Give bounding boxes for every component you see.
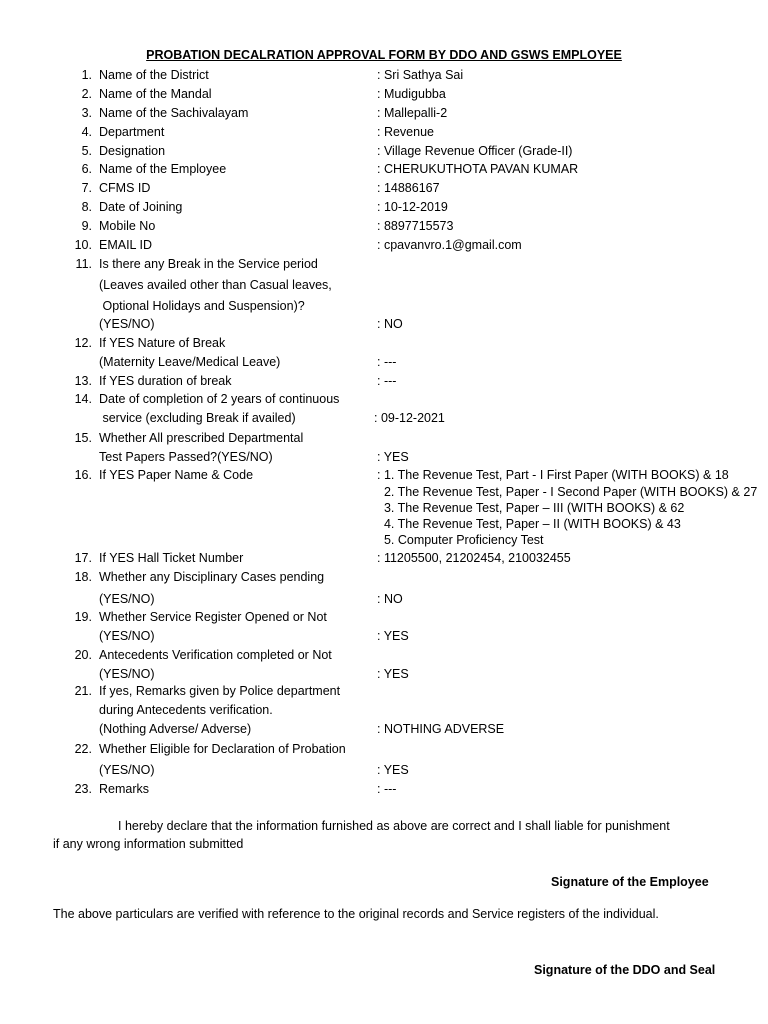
item-number: 1. bbox=[81, 68, 92, 82]
item-label: (YES/NO) bbox=[99, 592, 155, 606]
item-number: 15. bbox=[74, 431, 92, 445]
item-number: 11. bbox=[75, 257, 92, 271]
item-label: Whether Service Register Opened or Not bbox=[99, 610, 327, 624]
item-label: Remarks bbox=[99, 782, 150, 796]
item-label: If YES duration of break bbox=[99, 374, 232, 388]
item-label: If yes, Remarks given by Police department bbox=[99, 684, 341, 698]
item-number: 16. bbox=[74, 468, 92, 482]
item-label: If YES Paper Name & Code bbox=[99, 468, 254, 482]
item-label: Name of the District bbox=[99, 68, 209, 82]
item-number: 8. bbox=[81, 200, 92, 214]
item-value: : YES bbox=[377, 450, 409, 464]
item-label: during Antecedents verification. bbox=[99, 703, 273, 717]
item-value: : Village Revenue Officer (Grade-II) bbox=[377, 144, 573, 158]
item-label: (YES/NO) bbox=[99, 317, 155, 331]
item-number: 6. bbox=[81, 162, 92, 176]
item-label: If YES Hall Ticket Number bbox=[99, 551, 244, 565]
item-value: 4. The Revenue Test, Paper – II (WITH BOOKS) & 43 bbox=[377, 517, 681, 531]
item-label: EMAIL ID bbox=[99, 238, 153, 252]
item-value: : 11205500, 21202454, 210032455 bbox=[377, 551, 571, 565]
item-label: (YES/NO) bbox=[99, 629, 155, 643]
item-value: : 10-12-2019 bbox=[377, 200, 448, 214]
item-label: Is there any Break in the Service period bbox=[99, 257, 318, 271]
item-number: 21. bbox=[74, 684, 92, 698]
item-label: Whether All prescribed Departmental bbox=[99, 431, 304, 445]
item-label: Date of Joining bbox=[99, 200, 183, 214]
ddo-signature-label: Signature of the DDO and Seal bbox=[534, 963, 716, 977]
item-label: Name of the Employee bbox=[99, 162, 227, 176]
item-label: Mobile No bbox=[99, 219, 156, 233]
item-label: Test Papers Passed?(YES/NO) bbox=[99, 450, 273, 464]
item-label: CFMS ID bbox=[99, 181, 151, 195]
item-value: : 14886167 bbox=[377, 181, 440, 195]
item-number: 14. bbox=[74, 392, 92, 406]
declaration-line-1: I hereby declare that the information furnished as above are correct and I shall liable for punishment bbox=[118, 819, 670, 833]
item-label: If YES Nature of Break bbox=[99, 336, 226, 350]
item-label: Designation bbox=[99, 144, 166, 158]
item-label: (Leaves availed other than Casual leaves, bbox=[99, 278, 332, 292]
item-value: : 09-12-2021 bbox=[374, 411, 445, 425]
form-title: PROBATION DECALRATION APPROVAL FORM BY DDO AND GSWS EMPLOYEE bbox=[146, 48, 622, 62]
item-number: 10. bbox=[74, 238, 92, 252]
item-value: : YES bbox=[377, 763, 409, 777]
item-value: : --- bbox=[377, 782, 397, 796]
item-number: 7. bbox=[81, 181, 92, 195]
item-value: : NOTHING ADVERSE bbox=[377, 722, 505, 736]
item-label: (Nothing Adverse/ Adverse) bbox=[99, 722, 252, 736]
item-number: 19. bbox=[74, 610, 92, 624]
item-number: 2. bbox=[81, 87, 92, 101]
item-value: : YES bbox=[377, 629, 409, 643]
item-label: Department bbox=[99, 125, 165, 139]
item-label: (Maternity Leave/Medical Leave) bbox=[99, 355, 281, 369]
item-label: Name of the Mandal bbox=[99, 87, 212, 101]
item-number: 17. bbox=[74, 551, 92, 565]
item-number: 4. bbox=[81, 125, 92, 139]
item-value: : NO bbox=[377, 592, 403, 606]
item-number: 9. bbox=[81, 219, 92, 233]
item-value: : Revenue bbox=[377, 125, 434, 139]
item-value: : Mudigubba bbox=[377, 87, 446, 101]
item-label: (YES/NO) bbox=[99, 667, 155, 681]
item-label: Date of completion of 2 years of continuous bbox=[99, 392, 340, 406]
declaration-line-2: if any wrong information submitted bbox=[53, 837, 244, 851]
item-value: 5. Computer Proficiency Test bbox=[377, 533, 544, 547]
item-value: : cpavanvro.1@gmail.com bbox=[377, 238, 522, 252]
item-value: : --- bbox=[377, 374, 397, 388]
item-label: Name of the Sachivalayam bbox=[99, 106, 249, 120]
item-value: : Sri Sathya Sai bbox=[377, 68, 464, 82]
item-number: 13. bbox=[74, 374, 92, 388]
item-number: 18. bbox=[74, 570, 92, 584]
item-value: : CHERUKUTHOTA PAVAN KUMAR bbox=[377, 162, 579, 176]
item-value: : YES bbox=[377, 667, 409, 681]
employee-signature-label: Signature of the Employee bbox=[551, 875, 709, 889]
item-number: 22. bbox=[74, 742, 92, 756]
item-label: (YES/NO) bbox=[99, 763, 155, 777]
item-label: Whether any Disciplinary Cases pending bbox=[99, 570, 325, 584]
item-number: 5. bbox=[81, 144, 92, 158]
item-value: : NO bbox=[377, 317, 403, 331]
item-value: : --- bbox=[377, 355, 397, 369]
item-number: 23. bbox=[74, 782, 92, 796]
item-value: : 1. The Revenue Test, Part - I First Paper (WITH BOOKS) & 18 bbox=[377, 468, 729, 482]
item-label: Optional Holidays and Suspension)? bbox=[99, 299, 305, 313]
item-number: 3. bbox=[81, 106, 92, 120]
item-label: Antecedents Verification completed or Not bbox=[99, 648, 332, 662]
item-number: 12. bbox=[74, 336, 92, 350]
item-value: 2. The Revenue Test, Paper - I Second Paper (WITH BOOKS) & 27 bbox=[377, 485, 758, 499]
verification-statement: The above particulars are verified with reference to the original records and Service registers of the individual. bbox=[53, 907, 659, 921]
item-value: : 8897715573 bbox=[377, 219, 454, 233]
item-value: 3. The Revenue Test, Paper – III (WITH BOOKS) & 62 bbox=[377, 501, 685, 515]
item-value: : Mallepalli-2 bbox=[377, 106, 448, 120]
item-label: Whether Eligible for Declaration of Probation bbox=[99, 742, 346, 756]
item-label: service (excluding Break if availed) bbox=[99, 411, 296, 425]
item-number: 20. bbox=[74, 648, 92, 662]
